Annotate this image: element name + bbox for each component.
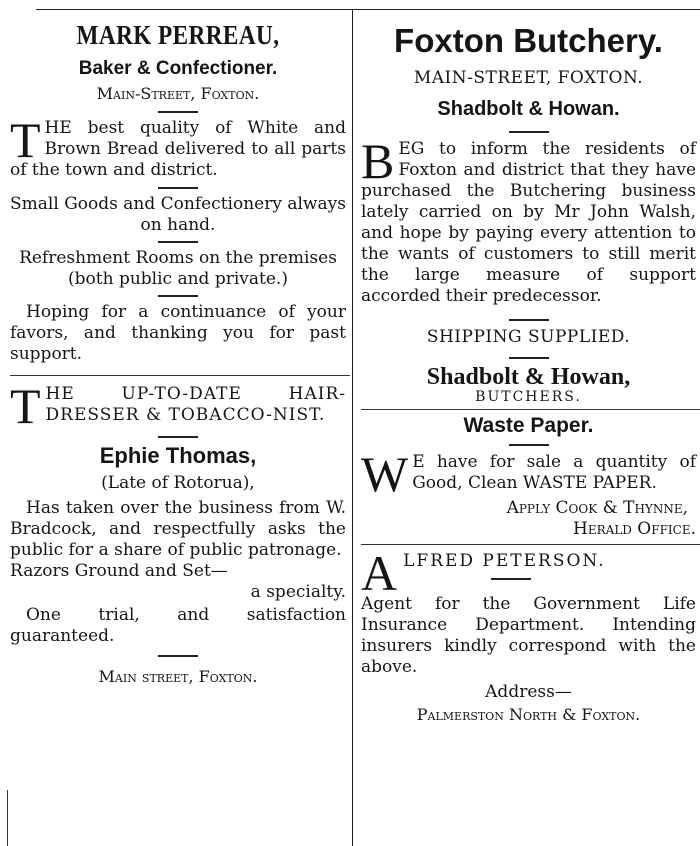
waste-paper-advert (361, 414, 696, 540)
peterson-address: Palmerston North & Foxton. (416, 705, 641, 724)
peterson-paragraph: Agent for the Government Life Insurance Department. Intending insurers kindly correspond with the above. (361, 594, 696, 677)
drop-cap: T (10, 378, 42, 434)
hairdresser-razors-line2: a specialty. (250, 582, 346, 602)
separator (158, 295, 198, 297)
waste-title: Waste Paper. (463, 414, 594, 437)
separator (158, 111, 198, 113)
peterson-advert (361, 545, 696, 724)
left-column (10, 10, 346, 686)
drop-cap: A (361, 545, 400, 601)
drop-cap: T (10, 112, 41, 168)
drop-cap: W (361, 446, 409, 502)
hairdresser-paragraph-trial: One trial, and satisfaction guaranteed. (10, 605, 346, 646)
waste-apply: Apply Cook & Thynne, (506, 498, 688, 518)
butchery-paragraph: BEG to inform the residents of Foxton and district that they have purchased the Butchering business lately carried on by Mr John Walsh, and hope by paying every attention to the wants of customers to still merit the large measure of support accorded their predecessor. (361, 133, 696, 306)
hairdresser-former: (Late of Rotorua), (101, 473, 255, 493)
separator (509, 131, 549, 133)
perreau-paragraph-goods: Small Goods and Confectionery always on hand. (10, 194, 346, 235)
section-rule (10, 375, 350, 376)
hairdresser-name: Ephie Thomas, (99, 443, 257, 468)
perreau-name: MARK PERREAU, (76, 20, 280, 50)
separator (158, 241, 198, 243)
separator (158, 187, 198, 189)
hairdresser-address: Main street, Foxton. (98, 667, 258, 686)
waste-paragraph: W E have for sale a quantity of Good, Clean WASTE PAPER. (361, 446, 696, 502)
perreau-paragraph-rooms: Refreshment Rooms on the premises (both public and private.) (19, 248, 337, 289)
separator (158, 655, 198, 657)
perreau-address: Main-Street, Foxton. (96, 84, 260, 103)
perreau-paragraph-thanks: Hoping for a continuance of your favors, and thanking you for past support. (10, 302, 346, 364)
butchery-signature-name: Shadbolt & Howan, (426, 364, 631, 390)
separator (509, 444, 549, 446)
hairdresser-paragraph-takeover: Has taken over the business from W. Bradcock, and respectfully asks the public for a share of public patronage. (10, 498, 346, 560)
column-divider (352, 10, 353, 846)
hairdresser-headline: THE UP-TO-DATE HAIR-DRESSER & TOBACCO-NIST. (10, 378, 346, 434)
separator (491, 578, 531, 580)
peterson-address-label: Address— (485, 682, 572, 702)
right-column (361, 10, 696, 724)
butchery-advert (361, 22, 696, 405)
perreau-advert (10, 10, 346, 365)
perreau-paragraph-bread: THE best quality of White and Brown Bread delivered to all parts of the town and district. (10, 112, 346, 180)
peterson-name: ALFRED PETERSON. (361, 545, 606, 601)
section-rule (361, 409, 700, 410)
left-edge-mark (7, 790, 8, 846)
perreau-trade: Baker & Confectioner. (78, 58, 278, 79)
waste-office: Herald Office. (573, 519, 696, 539)
butchery-title: Foxton Butchery. (394, 22, 663, 59)
butchery-address: MAIN-STREET, FOXTON. (413, 68, 644, 88)
drop-cap: B (361, 133, 395, 189)
butchery-shipping: SHIPPING SUPPLIED. (426, 327, 631, 347)
separator (509, 319, 549, 321)
hairdresser-advert (10, 378, 346, 686)
hairdresser-razors-line1: Razors Ground and Set— (10, 561, 228, 581)
separator (158, 436, 198, 438)
section-rule (361, 544, 700, 545)
separator (509, 357, 549, 359)
butchery-firm: Shadbolt & Howan. (437, 98, 620, 120)
butchery-signature-trade: BUTCHERS. (475, 389, 582, 405)
